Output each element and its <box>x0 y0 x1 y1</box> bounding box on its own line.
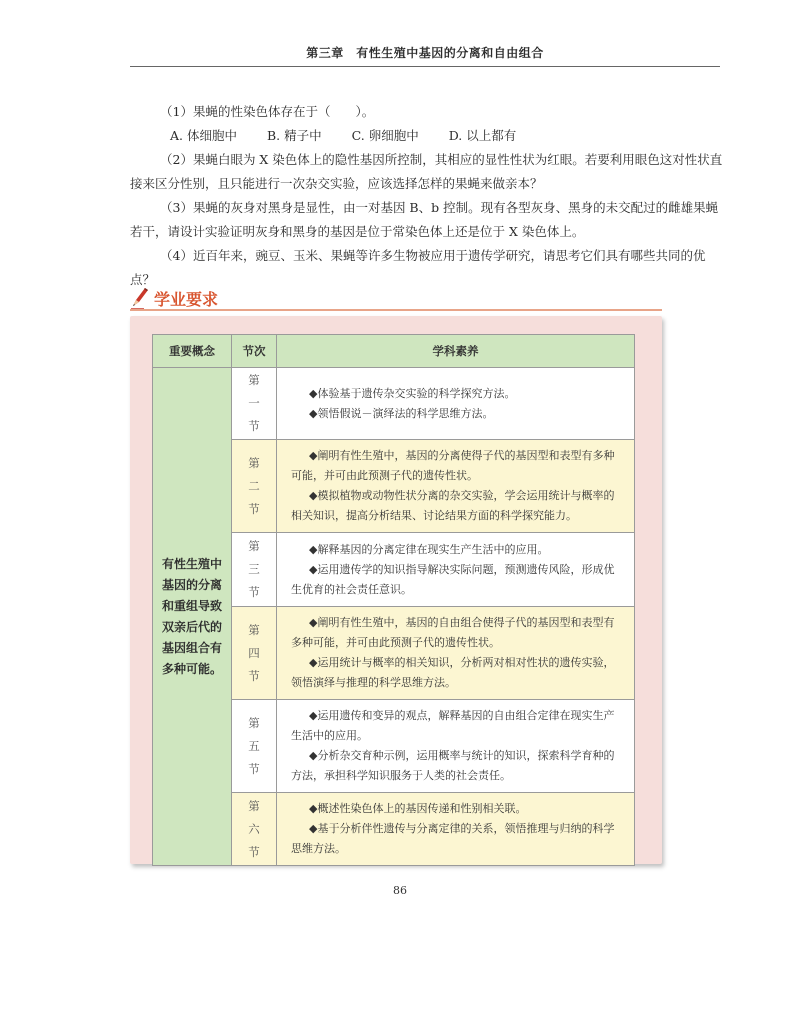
literacy-cell <box>277 368 635 440</box>
question-2: （2）果蝇白眼为 X 染色体上的隐性基因所控制，其相应的显性性状为红眼。若要利用眼色这对性状直接来区分性别，且只能进行一次杂交实验，应该选择怎样的果蝇来做亲本？ <box>130 152 723 191</box>
literacy-cell <box>277 440 635 533</box>
question-4: （4）近百年来，豌豆、玉米、果蝇等许多生物被应用于遗传学研究，请思考它们具有哪些共同的优点？ <box>130 248 706 287</box>
section-cell <box>232 533 277 607</box>
question-3: （3）果蝇的灰身对黑身是显性，由一对基因 B、b 控制。现有各型灰身、黑身的未交配过的雌雄果蝇若干，请设计实验证明灰身和黑身的基因是位于常染色体上还是位于 X 染色体上。 <box>130 200 719 239</box>
section-label: 第 一 节 <box>248 373 260 433</box>
literacy-item: ◆运用遗传和变异的观点，解释基因的自由组合定律在现实生产生活中的应用。 <box>291 709 615 742</box>
literacy-cell <box>277 700 635 793</box>
header-literacy: 学科素养 <box>277 335 635 368</box>
section-label: 第 五 节 <box>248 715 260 776</box>
exercise-questions <box>130 100 725 292</box>
section-label: 第 三 节 <box>248 539 260 599</box>
section-cell <box>232 440 277 533</box>
literacy-item: ◆阐明有性生殖中，基因的自由组合使得子代的基因型和表型有多种可能，并可由此预测子代的遗传性状。 <box>291 616 615 649</box>
section-cell <box>232 700 277 793</box>
option-b: B. 精子中 <box>266 128 322 143</box>
table-row <box>153 368 635 440</box>
literacy-item: ◆体验基于遗传杂交实验的科学探究方法。 <box>309 386 516 400</box>
literacy-cell <box>277 533 635 607</box>
table-header-row <box>153 335 635 368</box>
literacy-item: ◆阐明有性生殖中，基因的分离使得子代的基因型和表型有多种可能，并可由此预测子代的遗传性状。 <box>291 449 615 482</box>
section-title: 学业要求 <box>154 289 219 309</box>
requirements-table <box>152 334 635 866</box>
page-number: 86 <box>393 884 407 897</box>
question-1-options <box>130 124 725 148</box>
option-a: A. 体细胞中 <box>170 128 237 143</box>
section-cell <box>232 607 277 700</box>
section-label: 第 四 节 <box>248 622 260 683</box>
literacy-item: ◆解释基因的分离定律在现实生产生活中的应用。 <box>309 542 549 556</box>
section-label: 第 六 节 <box>248 798 260 859</box>
literacy-item: ◆概述性染色体上的基因传递和性别相关联。 <box>309 802 527 815</box>
pencil-icon <box>130 286 150 310</box>
section-divider <box>130 309 662 311</box>
literacy-item: ◆领悟假说－演绎法的科学思维方法。 <box>309 406 494 420</box>
section-cell <box>232 368 277 440</box>
literacy-cell <box>277 793 635 866</box>
literacy-item: ◆分析杂交育种示例，运用概率与统计的知识，探索科学育种的方法，承担科学知识服务于人类的社会责任。 <box>291 749 615 782</box>
header-concept: 重要概念 <box>153 335 232 368</box>
section-cell <box>232 793 277 866</box>
header-divider <box>130 66 720 67</box>
literacy-item: ◆运用遗传学的知识指导解决实际问题，预测遗传风险，形成优生优育的社会责任意识。 <box>291 562 615 596</box>
option-c: C. 卵细胞中 <box>351 128 419 143</box>
literacy-cell <box>277 607 635 700</box>
concept-cell: 有性生殖中基因的分离和重组导致双亲后代的基因组合有多种可能。 <box>153 368 232 866</box>
question-1: （1）果蝇的性染色体存在于（ ）。 <box>160 104 375 119</box>
header-section: 节次 <box>232 335 277 368</box>
section-label: 第 二 节 <box>248 455 260 516</box>
literacy-item: ◆基于分析伴性遗传与分离定律的关系，领悟推理与归纳的科学思维方法。 <box>291 822 615 855</box>
literacy-item: ◆模拟植物或动物性状分离的杂交实验，学会运用统计与概率的相关知识，提高分析结果、讨论结果方面的科学探究能力。 <box>291 489 615 522</box>
section-heading <box>130 286 218 310</box>
running-header: 第三章 有性生殖中基因的分离和自由组合 <box>306 46 544 60</box>
option-d: D. 以上都有 <box>448 128 517 143</box>
literacy-item: ◆运用统计与概率的相关知识，分析两对相对性状的遗传实验，领悟演绎与推理的科学思维方法。 <box>291 656 615 689</box>
